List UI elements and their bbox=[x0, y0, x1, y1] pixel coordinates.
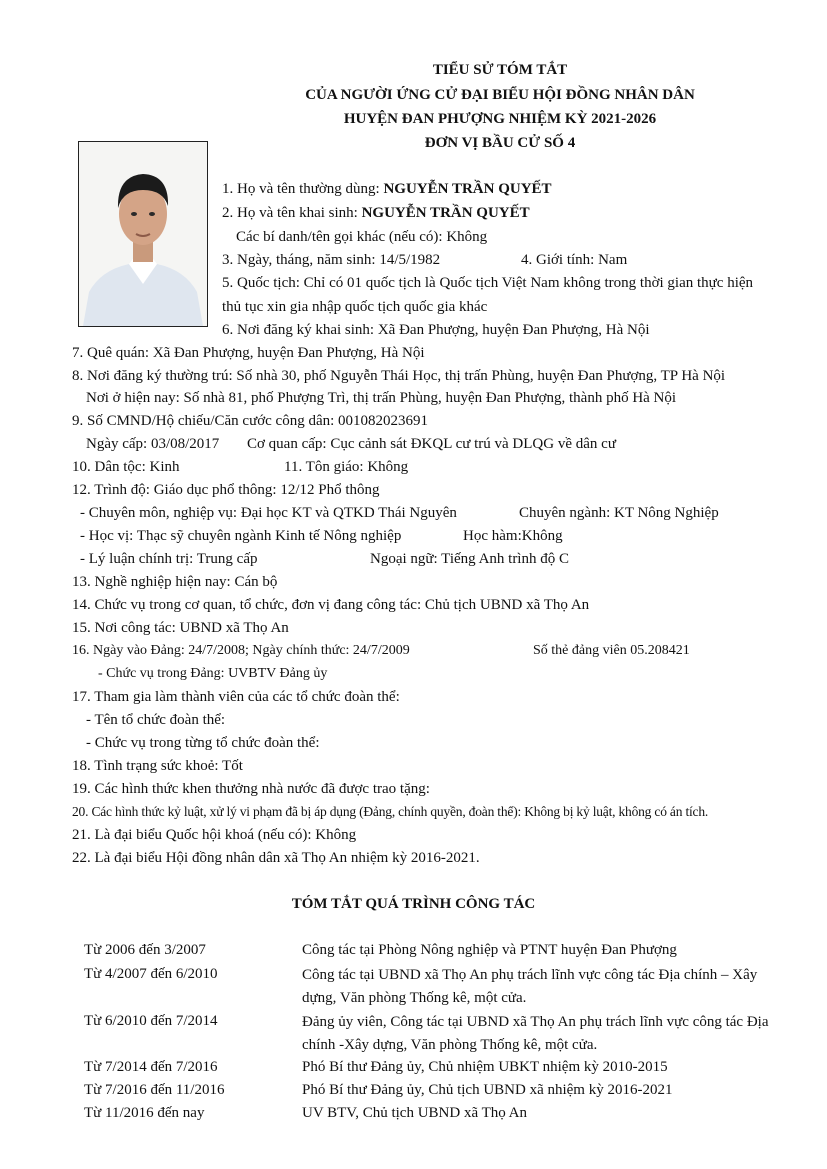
work-description: UV BTV, Chủ tịch UBND xã Thọ An bbox=[302, 1105, 528, 1121]
field-id-agency: Cơ quan cấp: Cục cảnh sát ĐKQL cư trú và DLQG về dân cư bbox=[247, 436, 616, 452]
field-council-member: 22. Là đại biểu Hội đồng nhân dân xã Thọ An nhiệm kỳ 2016-2021. bbox=[72, 850, 480, 866]
field-current-address: Nơi ở hiện nay: Số nhà 81, phố Phượng Trì, thị trấn Phùng, huyện Đan Phượng, thành phố Hà Nội bbox=[86, 390, 677, 406]
field-awards: 19. Các hình thức khen thưởng nhà nước đã được trao tặng: bbox=[72, 781, 430, 797]
field-aliases: Các bí danh/tên gọi khác (nếu có): Không bbox=[236, 229, 488, 245]
work-period: Từ 2006 đến 3/2007 bbox=[84, 942, 206, 958]
field-workplace: 15. Nơi công tác: UBND xã Thọ An bbox=[72, 620, 289, 636]
field-discipline: 20. Các hình thức kỷ luật, xử lý vi phạm đã bị áp dụng (Đảng, chính quyền, đoàn thể): Không bị kỷ luật, không có án tích. bbox=[72, 804, 709, 819]
field-nationality-cont: thủ tục xin gia nhập quốc tịch quốc gia khác bbox=[222, 299, 488, 315]
doc-subtitle-3: ĐƠN VỊ BẦU CỬ SỐ 4 bbox=[424, 135, 576, 151]
field-foreign-language: Ngoại ngữ: Tiếng Anh trình độ C bbox=[370, 551, 569, 567]
field-occupation: 13. Nghề nghiệp hiện nay: Cán bộ bbox=[72, 574, 278, 590]
portrait-illustration bbox=[79, 142, 207, 326]
field-organization-role: - Chức vụ trong từng tổ chức đoàn thể: bbox=[86, 735, 320, 751]
field-common-name: 1. Họ và tên thường dùng: NGUYỄN TRẦN QUYẾT bbox=[222, 181, 552, 197]
field-education: 12. Trình độ: Giáo dục phổ thông: 12/12 Phổ thông bbox=[72, 482, 380, 498]
work-description: Phó Bí thư Đảng ủy, Chủ nhiệm UBKT nhiệm kỳ 2010-2015 bbox=[302, 1059, 668, 1075]
doc-subtitle-2: HUYỆN ĐAN PHƯỢNG NHIỆM KỲ 2021-2026 bbox=[343, 111, 657, 127]
field-profession: - Chuyên môn, nghiệp vụ: Đại học KT và QTKD Thái Nguyên bbox=[80, 505, 457, 521]
work-description: Công tác tại UBND xã Thọ An phụ trách lĩnh vực công tác Địa chính – Xây dựng, Văn phòng Thống kê, một cửa. bbox=[302, 967, 758, 1006]
candidate-photo bbox=[78, 141, 208, 327]
field-academic-title: Học hàm:Không bbox=[463, 528, 563, 544]
doc-subtitle-1: CỦA NGƯỜI ỨNG CỬ ĐẠI BIỂU HỘI ĐỒNG NHÂN DÂN bbox=[305, 87, 695, 103]
field-national-assembly: 21. Là đại biểu Quốc hội khoá (nếu có): Không bbox=[72, 827, 357, 843]
work-period: Từ 7/2014 đến 7/2016 bbox=[84, 1059, 218, 1075]
work-period: Từ 7/2016 đến 11/2016 bbox=[84, 1082, 225, 1098]
field-specialty: Chuyên ngành: KT Nông Nghiệp bbox=[519, 505, 719, 521]
field-id-number: 9. Số CMND/Hộ chiếu/Căn cước công dân: 001082023691 bbox=[72, 413, 429, 429]
field-health: 18. Tình trạng sức khoẻ: Tốt bbox=[72, 758, 243, 774]
work-description: Phó Bí thư Đảng ủy, Chủ tịch UBND xã nhiệm kỳ 2016-2021 bbox=[302, 1082, 673, 1098]
field-permanent-address: 8. Nơi đăng ký thường trú: Số nhà 30, phố Nguyễn Thái Học, thị trấn Phùng, huyện Đan Phượng, TP Hà Nội bbox=[72, 368, 726, 384]
field-organization-name: - Tên tổ chức đoàn thể: bbox=[86, 712, 226, 728]
field-party-card: Số thẻ đảng viên 05.208421 bbox=[533, 643, 690, 658]
field-gender: 4. Giới tính: Nam bbox=[521, 252, 628, 268]
work-period: Từ 6/2010 đến 7/2014 bbox=[84, 1013, 218, 1029]
field-academic-degree: - Học vị: Thạc sỹ chuyên ngành Kinh tế Nông nghiệp bbox=[80, 528, 402, 544]
work-period: Từ 4/2007 đến 6/2010 bbox=[84, 966, 218, 982]
work-description: Đảng ủy viên, Công tác tại UBND xã Thọ An phụ trách lĩnh vực công tác Địa chính -Xây dựng, Văn phòng Thống kê, một cửa. bbox=[302, 1014, 769, 1053]
field-ethnicity: 10. Dân tộc: Kinh bbox=[72, 459, 180, 475]
work-period: Từ 11/2016 đến nay bbox=[84, 1105, 205, 1121]
work-description: Công tác tại Phòng Nông nghiệp và PTNT huyện Đan Phượng bbox=[302, 942, 677, 958]
field-birth-registration: 6. Nơi đăng ký khai sinh: Xã Đan Phượng, huyện Đan Phượng, Hà Nội bbox=[222, 322, 650, 338]
field-position: 14. Chức vụ trong cơ quan, tổ chức, đơn vị đang công tác: Chủ tịch UBND xã Thọ An bbox=[72, 597, 590, 613]
work-history-title: TÓM TẮT QUÁ TRÌNH CÔNG TÁC bbox=[291, 896, 536, 912]
doc-title: TIỂU SỬ TÓM TẮT bbox=[432, 62, 568, 78]
field-political-theory: - Lý luận chính trị: Trung cấp bbox=[80, 551, 258, 567]
field-birth-name: 2. Họ và tên khai sinh: NGUYỄN TRẦN QUYẾT bbox=[222, 205, 530, 221]
field-organizations: 17. Tham gia làm thành viên của các tổ chức đoàn thể: bbox=[72, 689, 400, 705]
field-id-date: Ngày cấp: 03/08/2017 bbox=[86, 436, 220, 452]
field-religion: 11. Tôn giáo: Không bbox=[284, 459, 409, 475]
field-birth-date: 3. Ngày, tháng, năm sinh: 14/5/1982 bbox=[222, 252, 441, 268]
field-hometown: 7. Quê quán: Xã Đan Phượng, huyện Đan Phượng, Hà Nội bbox=[72, 345, 425, 361]
field-party-join: 16. Ngày vào Đảng: 24/7/2008; Ngày chính thức: 24/7/2009 bbox=[72, 643, 410, 658]
field-nationality: 5. Quốc tịch: Chỉ có 01 quốc tịch là Quốc tịch Việt Nam không trong thời gian thực hiện bbox=[222, 275, 754, 291]
field-party-position: - Chức vụ trong Đảng: UVBTV Đảng ủy bbox=[98, 666, 328, 681]
